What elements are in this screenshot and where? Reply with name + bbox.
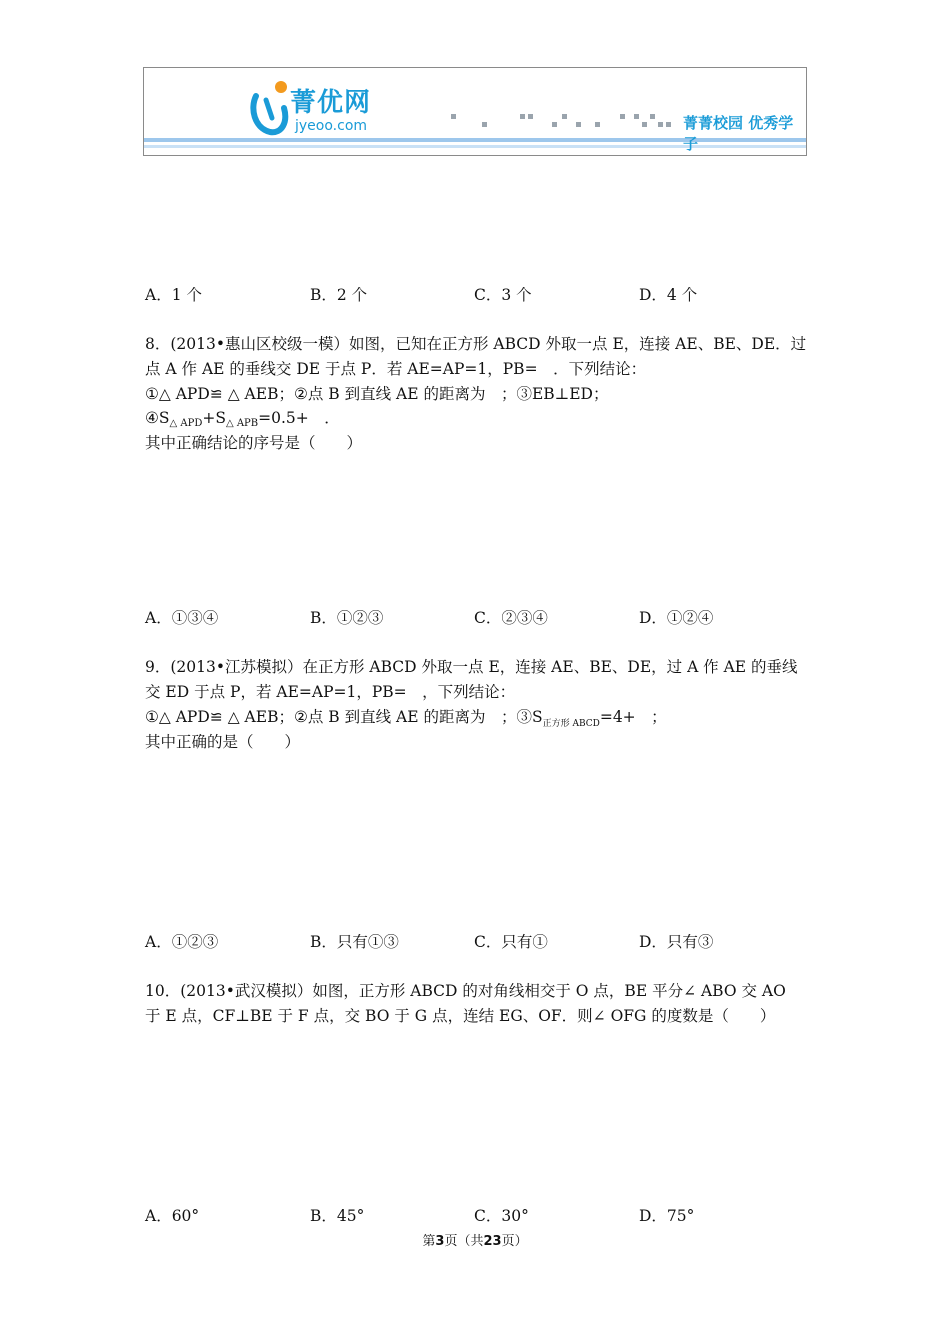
logo-domain: jyeoo.com [295, 118, 368, 134]
q8-conclusion-4: $④S_{\triangle APD}+S_{\triangle APB}=0.5+$ ． [145, 409, 340, 429]
q8-stem-line2: 点 A 作 AE 的垂线交 DE 于点 P．若 AE=AP=1，PB= ．下列结论： [145, 360, 647, 378]
q10-stem-line1: 10．(2013•武汉模拟）如图，正方形 ABCD 的对角线相交于 O 点，BE 平分∠ ABO 交 AO [145, 982, 786, 1000]
q9-option-a: A．①②③ [145, 933, 219, 951]
banner-slogan: 菁菁校园 优秀学子 [683, 114, 794, 153]
q10-option-b: B．45° [310, 1207, 365, 1225]
page-footer: 第3页（共23页） [422, 1234, 528, 1249]
q9-option-b: B．只有①③ [310, 933, 399, 951]
q8-option-a: A．①③④ [145, 609, 219, 627]
logo-text: 菁优网 [290, 88, 372, 118]
jyeoo-logo-icon [248, 78, 292, 140]
q9-stem-line2: 交 ED 于点 P，若 AE=AP=1，PB= ，下列结论： [145, 683, 516, 701]
q8-question: 其中正确结论的序号是（ ） [145, 434, 363, 452]
q7-option-a: A．1 个 [145, 286, 202, 304]
q10-option-c: C．30° [474, 1207, 529, 1225]
q9-stem-line1: 9．(2013•江苏模拟）在正方形 ABCD 外取一点 E，连接 AE、BE、DE，过 A 作 AE 的垂线 [145, 658, 798, 676]
q8-option-b: B．①②③ [310, 609, 384, 627]
q7-option-d: D．4 个 [639, 286, 698, 304]
header-banner [143, 67, 807, 156]
q8-option-d: D．①②④ [639, 609, 714, 627]
q7-option-c: C．3 个 [474, 286, 532, 304]
q8-stem-line1: 8．(2013•惠山区校级一模）如图，已知在正方形 ABCD 外取一点 E，连接 AE、BE、DE．过 [145, 335, 807, 353]
page-total: 23 [483, 1234, 502, 1249]
q9-option-c: C．只有① [474, 933, 548, 951]
q10-stem-line2: 于 E 点，CF⊥BE 于 F 点，交 BO 于 G 点，连结 EG、OF．则∠ OFG 的度数是（ ） [145, 1007, 776, 1025]
q9-option-d: D．只有③ [639, 933, 714, 951]
q7-option-b: B．2 个 [310, 286, 368, 304]
q8-conclusions-line: ①△ APD≌ △ AEB；②点 B 到直线 AE 的距离为 ；③EB⊥ED； [145, 385, 609, 403]
q9-conclusions-line: ①△ APD≌ △ AEB；②点 B 到直线 AE 的距离为 ；$③S_{正方形 ABCD}=4+$ ； [145, 708, 667, 729]
q9-question: 其中正确的是（ ） [145, 733, 301, 751]
q8-option-c: C．②③④ [474, 609, 548, 627]
q10-option-d: D．75° [639, 1207, 695, 1225]
q10-option-a: A．60° [145, 1207, 200, 1225]
page-number: 3 [435, 1234, 445, 1249]
